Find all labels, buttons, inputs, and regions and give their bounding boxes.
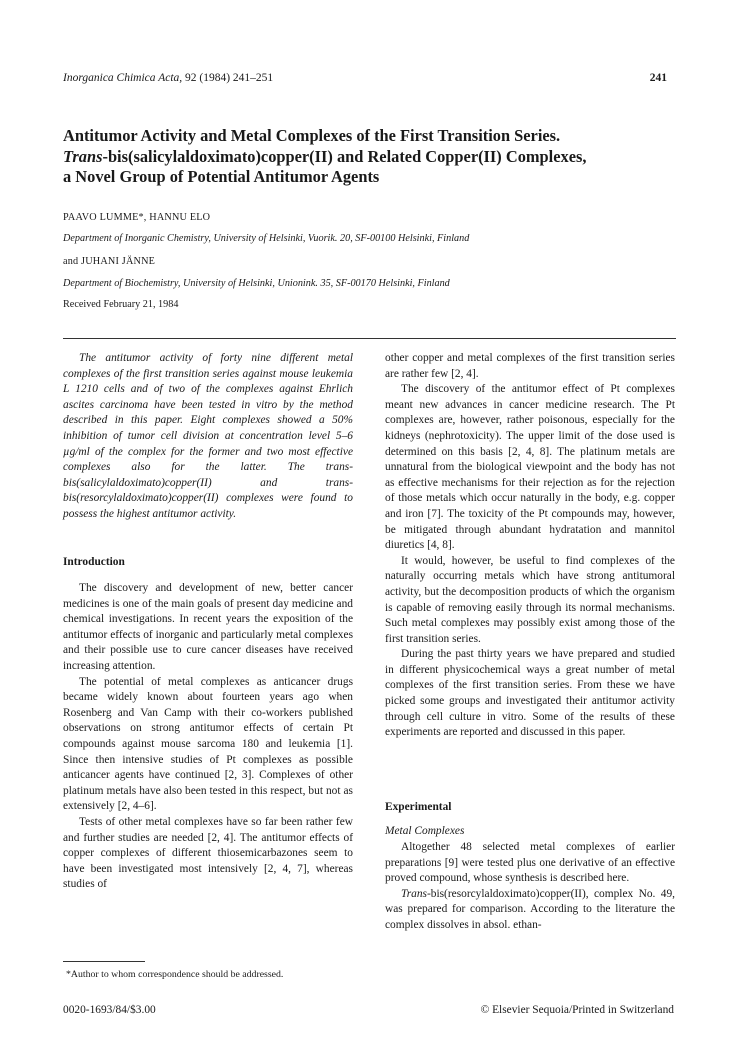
experimental-paragraph-2 [385, 887, 675, 934]
affiliation-1: Department of Inorganic Chemistry, University of Helsinki, Vuorik. 20, SF-00100 Helsinki, Finland [63, 233, 470, 244]
experimental-paragraph-2-rest: -bis(resorcylaldoximato)copper(II), complex No. 49, was prepared for comparison. According to the literature the complex dissolves in absol. ethan- [385, 887, 675, 931]
title-trans-prefix: Trans [63, 146, 103, 166]
trans-prefix: Trans [401, 887, 427, 900]
title-line-2-rest: -bis(salicylaldoximato)copper(II) and Related Copper(II) Complexes, [102, 146, 587, 166]
right-paragraph-2: It would, however, be useful to find complexes of the naturally occurring metals which have strong antitumoral activity, but the decomposition products of which the organism is capable of removing easily through its normal mechanisms. Such metal complexes may possibly exist among those of the first transition series. [385, 554, 675, 645]
intro-paragraph-3: Tests of other metal complexes have so far been rather few and further studies are needed [2, 4]. The antitumor effects of copper complexes of different thiosemicarbazones seem to have been investigated most intensively [2, 4, 7], whereas studies of [63, 815, 353, 891]
title-line-2 [63, 147, 683, 168]
introduction-heading: Introduction [63, 556, 125, 568]
author-group-1: PAAVO LUMME*, HANNU ELO [63, 212, 211, 223]
header-divider [63, 338, 676, 339]
received-date: Received February 21, 1984 [63, 299, 179, 310]
issn-code: 0020-1693/84/$3.00 [63, 1004, 156, 1016]
journal-name: Inorganica Chimica Acta, [63, 72, 183, 84]
page-number: 241 [649, 72, 667, 84]
title-line-1: Antitumor Activity and Metal Complexes of the First Transition Series. [63, 126, 561, 145]
right-paragraph-1: The discovery of the antitumor effect of Pt complexes meant new advances in cancer medicine research. The Pt complexes are, however, rather poisonous, especially for the kidneys (nephrotoxicity). The upper limit of the dose used is determined on this basis [2, 4, 8]. The platinum metals are unnatural from the biological viewpoint and the body has not as effective mechanisms for their rejection as for the rejection of those metals which occur naturally in the body, e.g. copper and iron [7]. The toxicity of the Pt compounds may, however, be mitigated through abundant hydratation and mannitol diuretics [4, 8]. [385, 383, 675, 552]
right-paragraph-3: During the past thirty years we have prepared and studied in different physicochemical ways a great number of metal complexes of the first transition series. From these we have picked some groups and investigated their antitumor activity through cell culture in vitro. Some of the results of these experiments are reported and discussed in this paper. [385, 648, 675, 739]
journal-volume-pages: 92 (1984) 241–251 [182, 72, 274, 84]
affiliation-2: Department of Biochemistry, University of Helsinki, Unionink. 35, SF-00170 Helsinki, Finland [63, 278, 450, 289]
footnote-divider [63, 961, 145, 962]
title-line-3: a Novel Group of Potential Antitumor Agents [63, 167, 380, 186]
article-title [63, 126, 683, 188]
abstract-text: The antitumor activity of forty nine different metal complexes of the first transition series against mouse leukemia L 1210 cells and of two of the complexes against Ehrlich ascites carcinoma have been tested in vitro by the method described in this paper. Eight complexes showed a 50% inhibition of tumor cell division at concentration level 5–6 µg/ml of the complex for the former and two most effective complexes also for the latter. The trans-bis(salicylaldoximato)copper(II) and trans-bis(resorcylaldoximato)copper(II) complexes were found to possess the highest antitumor activity. [63, 352, 353, 520]
experimental-body [385, 840, 675, 934]
copyright: © Elsevier Sequoia/Printed in Switzerland [480, 1004, 674, 1016]
right-paragraph-0: other copper and metal complexes of the first transition series are rather few [2, 4]. [385, 352, 675, 380]
metal-complexes-subheading: Metal Complexes [385, 825, 465, 837]
abstract [63, 351, 353, 523]
intro-paragraph-2: The potential of metal complexes as anticancer drugs became widely known about fourteen years ago when Rosenberg and Van Camp with their co-workers published observations on strong antitumor effects of certain Pt compounds against mouse sarcoma 180 and leukemia [1]. Since then intensive studies of Pt complexes as possible anticancer agents have continued [2, 3]. Complexes of other platinum metals have also been tested in this respect, but not as extensively [2, 4–6]. [63, 675, 353, 813]
experimental-heading: Experimental [385, 801, 452, 813]
right-column-body [385, 351, 675, 741]
introduction-body [63, 581, 353, 893]
footnote: *Author to whom correspondence should be addressed. [66, 969, 284, 980]
intro-paragraph-1: The discovery and development of new, better cancer medicines is one of the main goals of present day medicine and chemical investigations. In recent years the exposition of the antitumor effects of inorganic and particularly metal complexes and their possible use to cure cancer diseases have received increasing attention. [63, 582, 353, 672]
journal-citation [63, 72, 273, 84]
author-group-2: and JUHANI JÄNNE [63, 256, 156, 267]
experimental-paragraph-1: Altogether 48 selected metal complexes of earlier preparations [9] were tested plus one derivative of an effective proved compound, whose synthesis is described here. [385, 841, 675, 885]
